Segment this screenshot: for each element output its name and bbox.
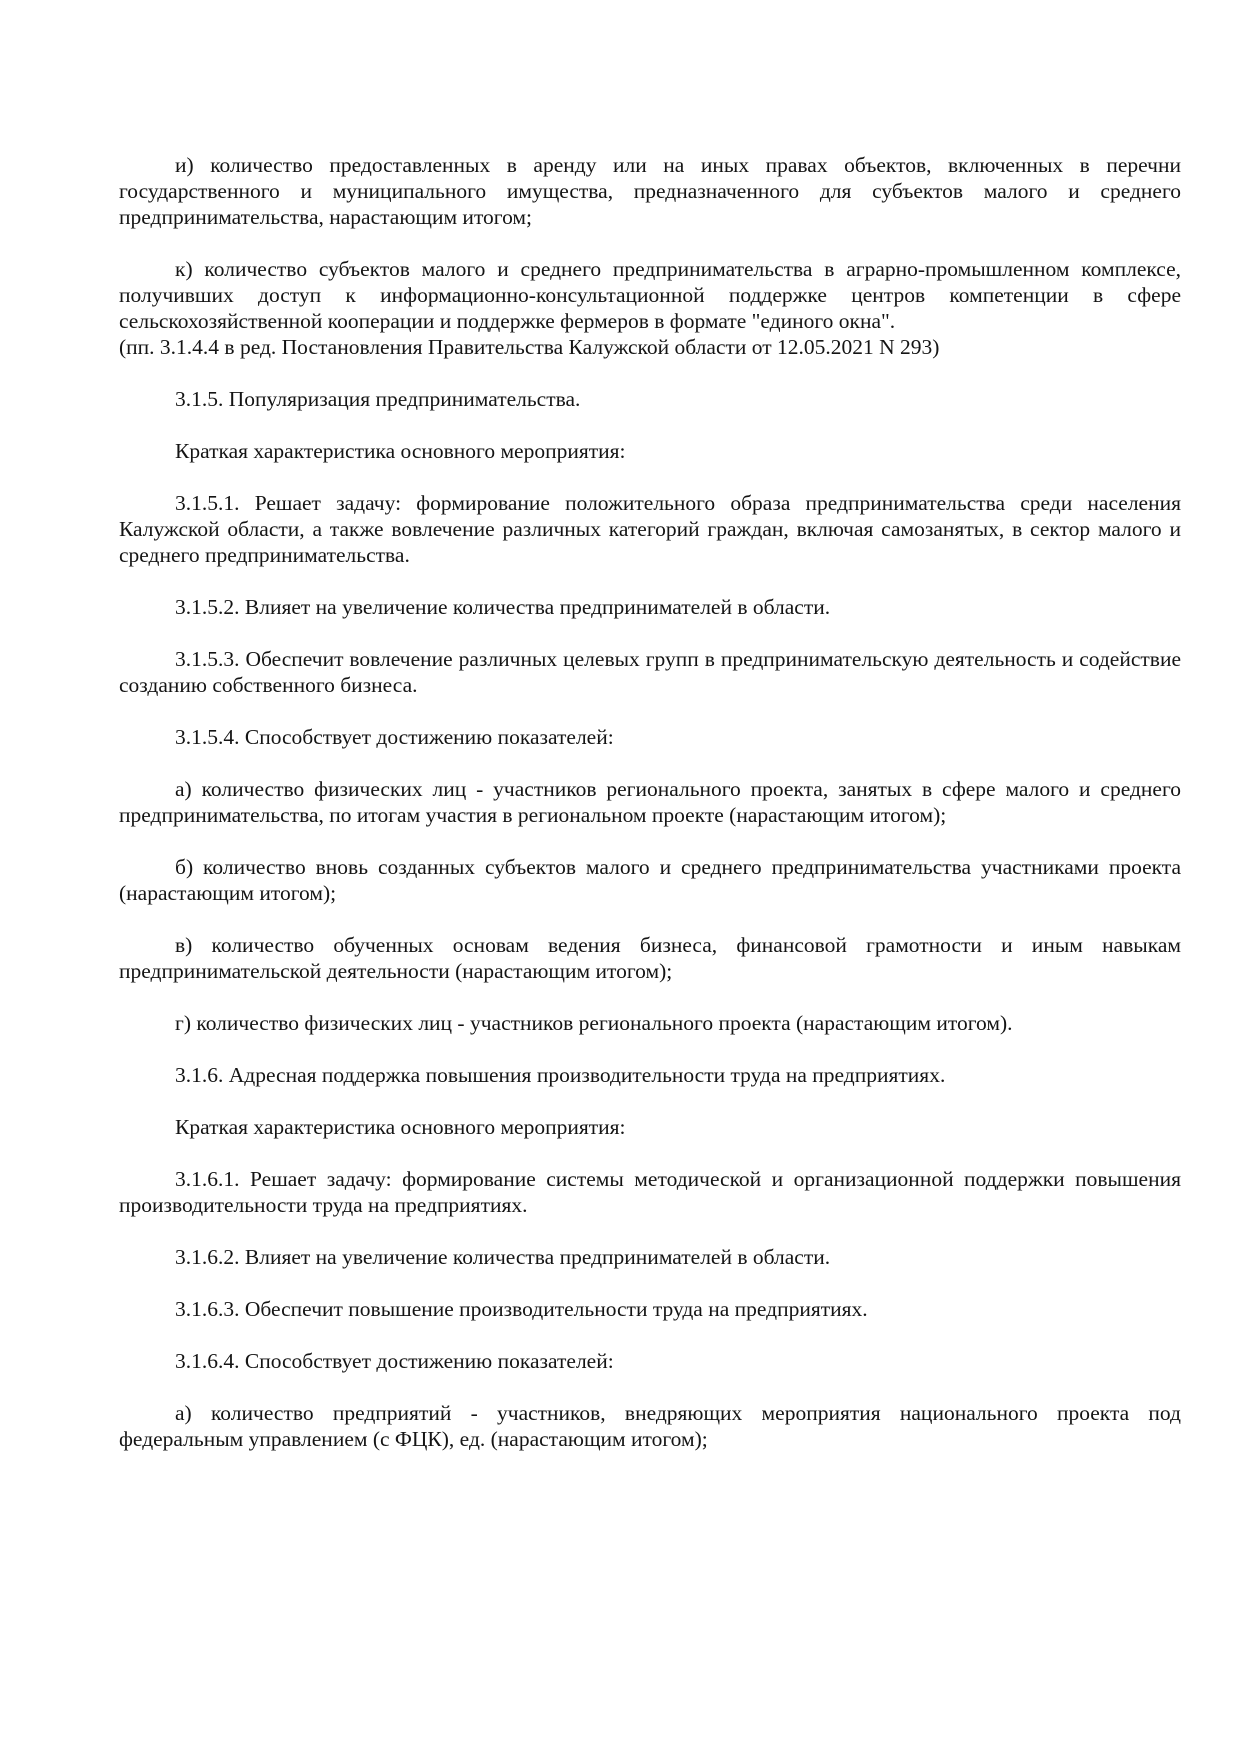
paragraph-item-k: к) количество субъектов малого и среднего предпринимательства в аграрно-промышленном комплексе, получивших доступ к информационно-консультационной поддержке центров компетенции в сфере сельскохозяйственной кооперации и поддержке фермеров в формате "единого окна". xyxy=(119,257,1181,333)
summary-heading-2: Краткая характеристика основного мероприятия: xyxy=(175,1115,626,1139)
paragraph-3-1-6-3: 3.1.6.3. Обеспечит повышение производительности труда на предприятиях. xyxy=(175,1297,868,1321)
amendment-note: (пп. 3.1.4.4 в ред. Постановления Правительства Калужской области от 12.05.2021 N 293) xyxy=(119,335,940,359)
indicator-a: а) количество физических лиц - участников регионального проекта, занятых в сфере малого и среднего предпринимательства, по итогам участия в региональном проекте (нарастающим итогом); xyxy=(119,777,1181,827)
paragraph-3-1-5-1: 3.1.5.1. Решает задачу: формирование положительного образа предпринимательства среди населения Калужской области, а также вовлечение различных категорий граждан, включая самозанятых, в сектор малого и среднего предпринимательства. xyxy=(119,491,1181,567)
section-heading-3-1-6: 3.1.6. Адресная поддержка повышения производительности труда на предприятиях. xyxy=(175,1063,946,1087)
paragraph-3-1-5-3: 3.1.5.3. Обеспечит вовлечение различных целевых групп в предпринимательскую деятельность и содействие созданию собственного бизнеса. xyxy=(119,647,1181,697)
section-heading-3-1-5: 3.1.5. Популяризация предпринимательства. xyxy=(175,387,581,411)
paragraph-item-i: и) количество предоставленных в аренду или на иных правах объектов, включенных в перечни государственного и муниципального имущества, предназначенного для субъектов малого и среднего предпринимательства, нарастающим итогом; xyxy=(119,153,1181,229)
indicator-g: г) количество физических лиц - участников регионального проекта (нарастающим итогом). xyxy=(175,1011,1013,1035)
paragraph-3-1-6-4: 3.1.6.4. Способствует достижению показателей: xyxy=(175,1349,614,1373)
paragraph-3-1-6-2: 3.1.6.2. Влияет на увеличение количества предпринимателей в области. xyxy=(175,1245,831,1269)
paragraph-3-1-6-1: 3.1.6.1. Решает задачу: формирование системы методической и организационной поддержки повышения производительности труда на предприятиях. xyxy=(119,1167,1181,1217)
indicator-a-2: а) количество предприятий - участников, внедряющих мероприятия национального проекта под федеральным управлением (с ФЦК), ед. (нарастающим итогом); xyxy=(119,1401,1181,1451)
paragraph-3-1-5-4: 3.1.5.4. Способствует достижению показателей: xyxy=(175,725,614,749)
indicator-v: в) количество обученных основам ведения бизнеса, финансовой грамотности и иным навыкам предпринимательской деятельности (нарастающим итогом); xyxy=(119,933,1181,983)
document-page xyxy=(119,152,1181,1478)
indicator-b: б) количество вновь созданных субъектов малого и среднего предпринимательства участниками проекта (нарастающим итогом); xyxy=(119,855,1181,905)
paragraph-3-1-5-2: 3.1.5.2. Влияет на увеличение количества предпринимателей в области. xyxy=(175,595,831,619)
summary-heading: Краткая характеристика основного мероприятия: xyxy=(175,439,626,463)
